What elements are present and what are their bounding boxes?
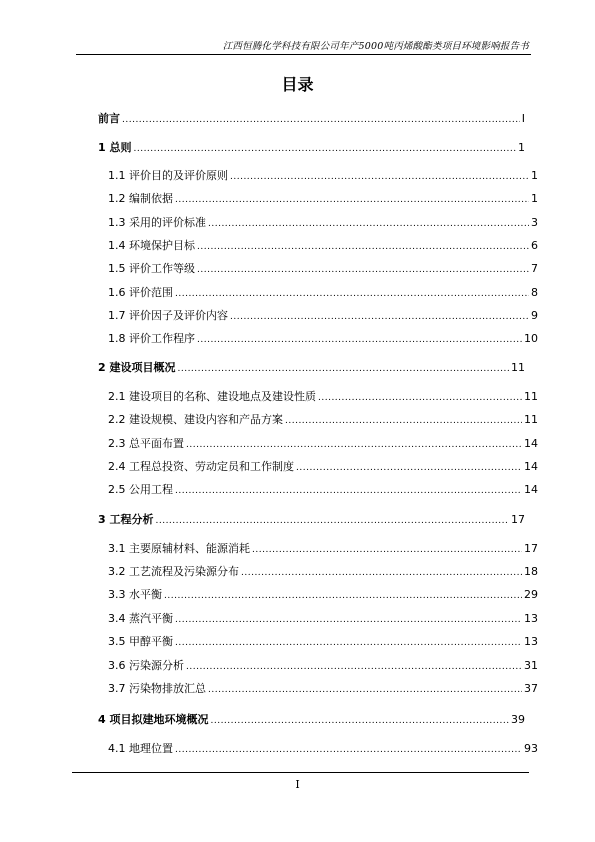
- toc-entry[interactable]: [108, 435, 538, 451]
- toc-entry-page: 93: [524, 742, 538, 755]
- toc-entry-label: 1.7 评价因子及评价内容: [108, 309, 228, 322]
- toc-leader-dots: [175, 486, 522, 496]
- toc-entry-label: 3.6 污染源分析: [108, 659, 184, 672]
- toc-leader-dots: [155, 516, 509, 526]
- toc-entry-label: 1.1 评价目的及评价原则: [108, 169, 228, 182]
- toc-title: 目录: [281, 75, 314, 94]
- toc-entry-label: 4 项目拟建地环境概况: [98, 713, 209, 726]
- toc-entry-page: 1: [531, 169, 538, 182]
- toc-entry-page: 14: [524, 437, 538, 450]
- toc-entry-label: 3 工程分析: [98, 513, 154, 526]
- toc-leader-dots: [164, 591, 522, 601]
- toc-leader-dots: [208, 685, 522, 695]
- toc-leader-dots: [177, 364, 509, 374]
- toc-entry-page: 17: [524, 542, 538, 555]
- toc-leader-dots: [175, 289, 529, 299]
- toc-entry-page: 1: [518, 141, 525, 154]
- toc-leader-dots: [197, 242, 529, 252]
- footer-rule: [72, 772, 529, 773]
- toc-entry[interactable]: [108, 284, 538, 300]
- toc-entry-page: 18: [524, 565, 538, 578]
- toc-entry[interactable]: [108, 586, 538, 602]
- toc-entry-page: 6: [531, 239, 538, 252]
- toc-entry[interactable]: [108, 411, 538, 427]
- toc-entry-page: 29: [524, 588, 538, 601]
- toc-entry-label: 1.8 评价工作程序: [108, 332, 195, 345]
- toc-entry-page: 11: [511, 361, 525, 374]
- toc-entry-page: 14: [524, 460, 538, 473]
- toc-entry[interactable]: [108, 540, 538, 556]
- toc-entry-label: 4.1 地理位置: [108, 742, 173, 755]
- toc-entry-label: 3.3 水平衡: [108, 588, 162, 601]
- toc-leader-dots: [175, 195, 529, 205]
- toc-entry-label: 前言: [98, 112, 120, 125]
- toc-entry[interactable]: [108, 237, 538, 253]
- toc-entry-page: 10: [524, 332, 538, 345]
- toc-leader-dots: [241, 568, 522, 578]
- toc-leader-dots: [318, 393, 522, 403]
- toc-entry[interactable]: [108, 680, 538, 696]
- toc-entry-label: 1.3 采用的评价标准: [108, 216, 206, 229]
- toc-entry-page: 11: [524, 413, 538, 426]
- toc-leader-dots: [197, 335, 522, 345]
- toc-entry[interactable]: [108, 633, 538, 649]
- toc-leader-dots: [252, 545, 522, 555]
- toc-entry-page: 13: [524, 635, 538, 648]
- toc-entry-page: 37: [524, 682, 538, 695]
- toc-entry-label: 2.1 建设项目的名称、建设地点及建设性质: [108, 390, 316, 403]
- toc-entry[interactable]: [108, 330, 538, 346]
- toc-entry-page: 39: [511, 713, 525, 726]
- toc-entry-label: 3.7 污染物排放汇总: [108, 682, 206, 695]
- toc-leader-dots: [296, 463, 522, 473]
- toc-leader-dots: [175, 638, 522, 648]
- toc-leader-dots: [285, 416, 522, 426]
- toc-leader-dots: [197, 265, 529, 275]
- toc-entry-label: 2.4 工程总投资、劳动定员和工作制度: [108, 460, 294, 473]
- toc-leader-dots: [133, 144, 516, 154]
- toc-entry-label: 2.2 建设规模、建设内容和产品方案: [108, 413, 283, 426]
- toc-entry-label: 1.5 评价工作等级: [108, 262, 195, 275]
- toc-entry[interactable]: [98, 359, 525, 375]
- toc-leader-dots: [230, 312, 529, 322]
- toc-entry-label: 3.2 工艺流程及污染源分布: [108, 565, 239, 578]
- toc-entry[interactable]: [108, 610, 538, 626]
- toc-entry-label: 3.1 主要原辅材料、能源消耗: [108, 542, 250, 555]
- toc-entry-page: 17: [511, 513, 525, 526]
- toc-entry-page: I: [521, 112, 525, 125]
- toc-leader-dots: [122, 115, 520, 125]
- page-number: I: [295, 778, 300, 791]
- toc-leader-dots: [186, 440, 522, 450]
- toc-leader-dots: [175, 615, 522, 625]
- toc-entry-label: 2 建设项目概况: [98, 361, 176, 374]
- toc-entry[interactable]: [108, 563, 538, 579]
- toc-leader-dots: [208, 219, 529, 229]
- toc-entry[interactable]: [98, 110, 525, 126]
- toc-entry[interactable]: [108, 458, 538, 474]
- toc-entry-page: 14: [524, 483, 538, 496]
- toc-entry[interactable]: [108, 167, 538, 183]
- toc-leader-dots: [230, 172, 529, 182]
- toc-entry-label: 1.4 环境保护目标: [108, 239, 195, 252]
- toc-entry-page: 7: [531, 262, 538, 275]
- toc-entry[interactable]: [108, 657, 538, 673]
- toc-entry[interactable]: [108, 740, 538, 756]
- toc-entry-label: 2.5 公用工程: [108, 483, 173, 496]
- toc-entry-label: 2.3 总平面布置: [108, 437, 184, 450]
- toc-entry-page: 13: [524, 612, 538, 625]
- toc-entry[interactable]: [108, 214, 538, 230]
- toc-entry[interactable]: [108, 260, 538, 276]
- toc-entry-label: 1 总则: [98, 141, 132, 154]
- toc-entry-page: 11: [524, 390, 538, 403]
- toc-entry-page: 31: [524, 659, 538, 672]
- toc-entry-page: 9: [531, 309, 538, 322]
- toc-entry[interactable]: [108, 388, 538, 404]
- toc-leader-dots: [186, 662, 522, 672]
- toc-entry[interactable]: [108, 190, 538, 206]
- toc-entry-page: 8: [531, 286, 538, 299]
- toc-entry-label: 1.2 编制依据: [108, 192, 173, 205]
- toc-entry[interactable]: [108, 481, 538, 497]
- toc-entry-label: 1.6 评价范围: [108, 286, 173, 299]
- toc-entry-label: 3.5 甲醇平衡: [108, 635, 173, 648]
- toc-leader-dots: [175, 745, 522, 755]
- toc-entry-page: 3: [531, 216, 538, 229]
- toc-leader-dots: [210, 716, 509, 726]
- toc-entry[interactable]: [108, 307, 538, 323]
- toc-entry[interactable]: [98, 139, 525, 155]
- toc-entry[interactable]: [98, 711, 525, 727]
- toc-entry-label: 3.4 蒸汽平衡: [108, 612, 173, 625]
- toc-entry-page: 1: [531, 192, 538, 205]
- running-header: 江西恒腾化学科技有限公司年产5000吨丙烯酸酯类项目环境影响报告书: [222, 41, 529, 52]
- toc-entry[interactable]: [98, 511, 525, 527]
